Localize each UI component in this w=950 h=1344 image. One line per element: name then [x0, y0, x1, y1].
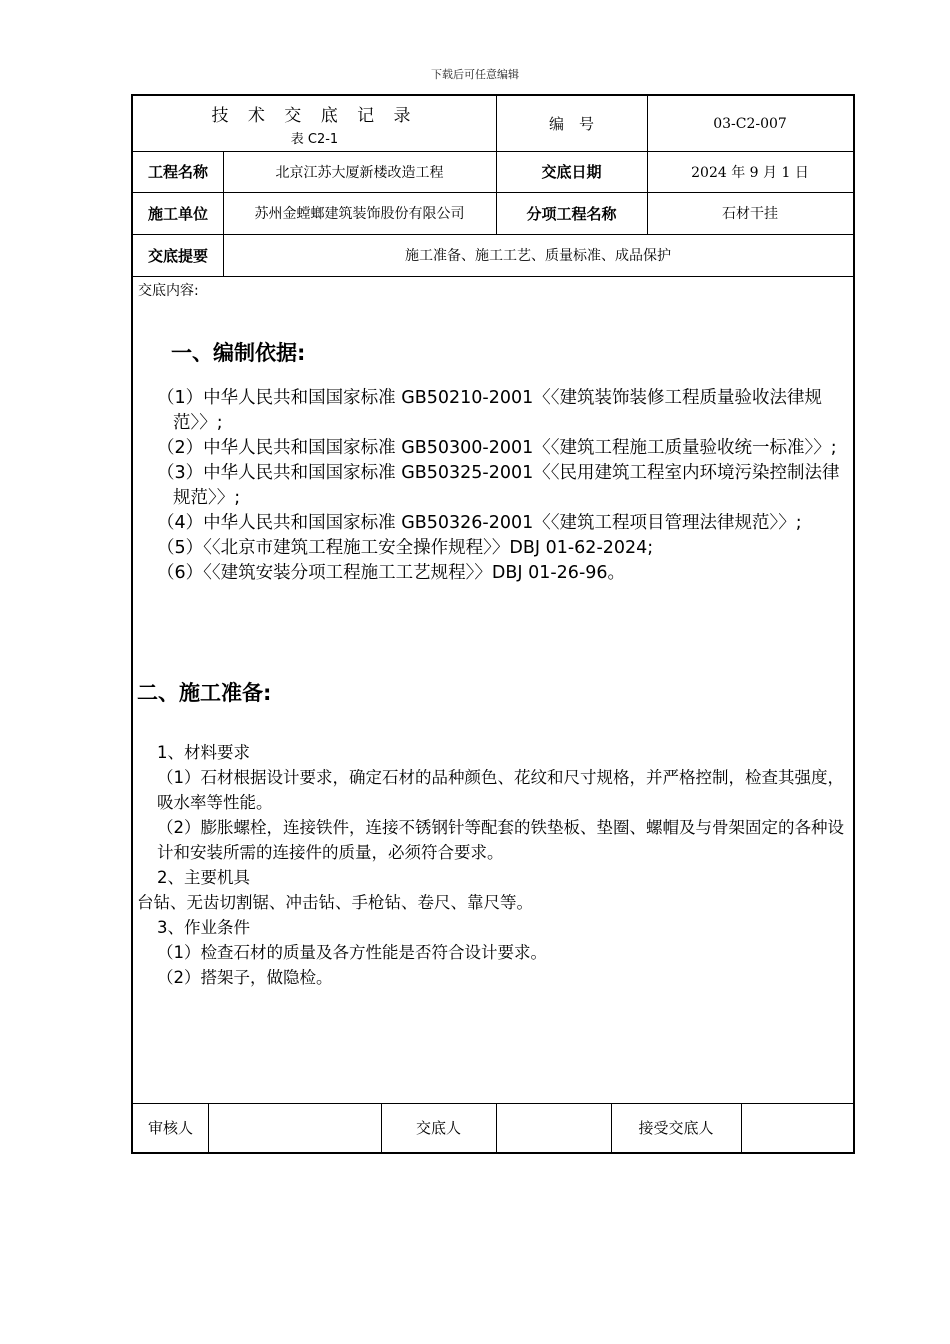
disclosure-content	[133, 277, 853, 1103]
subitem-label: 分项工程名称	[526, 204, 617, 223]
receiver-field[interactable]	[741, 1103, 853, 1152]
basis-item: （3）中华人民共和国国家标准 GB50325-2001〈〈民用建筑工程室内环境污染控制法律规范〉〉;	[157, 463, 840, 508]
basis-item: （4）中华人民共和国国家标准 GB50326-2001〈〈建筑工程项目管理法律规范〉〉;	[157, 513, 802, 533]
conditions-item: （1）检查石材的质量及各方性能是否符合设计要求。	[157, 943, 547, 962]
reviewer-field[interactable]	[208, 1103, 381, 1152]
project-name-label: 工程名称	[147, 163, 208, 181]
prep-section	[137, 740, 849, 990]
tools-title: 2、主要机具	[157, 868, 250, 887]
number-value: 03-C2-007	[713, 115, 787, 132]
conditions-title: 3、作业条件	[157, 918, 250, 937]
discloser-label: 交底人	[415, 1119, 461, 1137]
basis-item: （2）中华人民共和国国家标准 GB50300-2001〈〈建筑工程施工质量验收统一标准〉〉;	[157, 438, 837, 458]
contractor-value: 苏州金螳螂建筑装饰股份有限公司	[254, 206, 465, 222]
tools-list: 台钻、无齿切割锯、冲击钻、手枪钻、卷尺、靠尺等。	[137, 893, 533, 912]
conditions-item: （2）搭架子，做隐检。	[157, 968, 333, 987]
materials-item: （2）膨胀螺栓，连接铁件，连接不锈钢针等配套的铁垫板、垫圈、螺帽及与骨架固定的各种设计和安装所需的连接件的质量，必须符合要求。	[157, 818, 844, 862]
basis-item: （5）〈〈北京市建筑工程施工安全操作规程〉〉DBJ 01-62-2024;	[157, 538, 654, 558]
summary-value: 施工准备、施工工艺、质量标准、成品保护	[405, 248, 671, 264]
download-watermark: 下载后可任意编辑	[431, 68, 519, 81]
form-title-cell	[133, 96, 496, 151]
project-name-value: 北京江苏大厦新楼改造工程	[275, 164, 444, 181]
reviewer-label: 审核人	[147, 1119, 193, 1137]
contractor-label: 施工单位	[147, 204, 208, 223]
basis-item: （1）中华人民共和国国家标准 GB50210-2001〈〈建筑装饰装修工程质量验收法律规范〉〉;	[157, 388, 823, 433]
form-title: 技 术 交 底 记 录	[211, 105, 418, 126]
receiver-label: 接受交底人	[638, 1119, 714, 1137]
number-label: 编 号	[548, 115, 594, 133]
summary-label: 交底提要	[147, 246, 208, 265]
basis-item: （6）〈〈建筑安装分项工程施工工艺规程〉〉DBJ 01-26-96。	[157, 563, 626, 583]
basis-list	[157, 386, 853, 586]
materials-item: （1）石材根据设计要求，确定石材的品种颜色、花纹和尺寸规格，并严格控制，检查其强度，吸水率等性能。	[157, 768, 844, 812]
materials-title: 1、材料要求	[157, 743, 250, 762]
section-basis-title: 一、编制依据:	[171, 341, 306, 365]
content-label: 交底内容:	[138, 283, 199, 299]
disclosure-form	[131, 94, 855, 1154]
form-number: 表 C2-1	[290, 131, 339, 147]
discloser-field[interactable]	[496, 1103, 611, 1152]
date-label: 交底日期	[541, 163, 602, 181]
date-value: 2024 年 9 月 1 日	[691, 164, 809, 181]
subitem-value: 石材干挂	[722, 206, 778, 222]
section-prep-title: 二、施工准备:	[137, 681, 272, 705]
